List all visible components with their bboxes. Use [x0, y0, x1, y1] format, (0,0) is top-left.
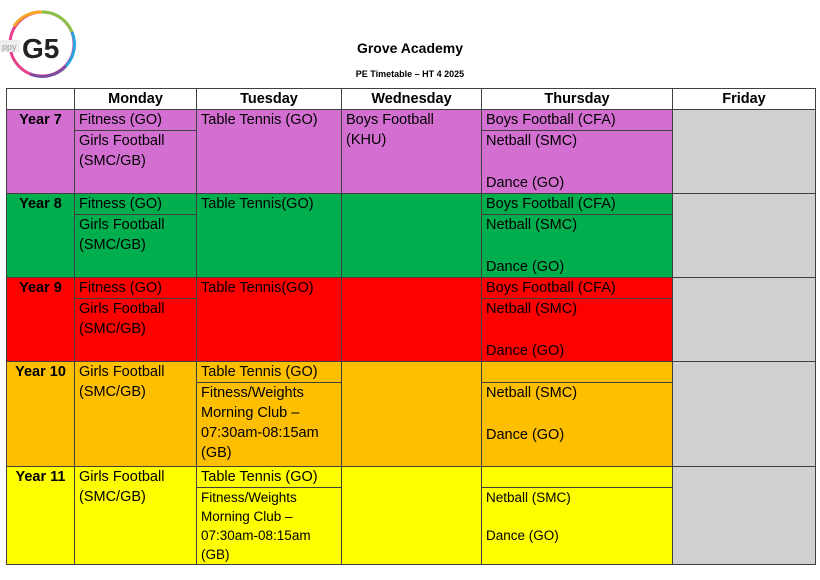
friday-cell [673, 362, 816, 467]
thursday-cell [482, 194, 673, 278]
activity: Netball (SMC) [486, 217, 578, 233]
day-header: Wednesday [342, 89, 482, 110]
monday-cell [75, 278, 197, 362]
activity: Fitness (GO) [75, 194, 196, 215]
activity: Girls Football (SMC/GB) [79, 217, 165, 253]
activity: Fitness (GO) [75, 110, 196, 131]
year-label: Year 11 [7, 467, 75, 565]
activity: Dance (GO) [486, 343, 565, 359]
table-row [7, 194, 816, 278]
year-label: Year 8 [7, 194, 75, 278]
corner-cell [7, 89, 75, 110]
table-row [7, 110, 816, 194]
wednesday-cell [342, 110, 482, 194]
friday-cell [673, 194, 816, 278]
activity: Boys Football (CFA) [482, 110, 672, 131]
pe-timetable [6, 88, 816, 565]
table-row [7, 278, 816, 362]
activity: Table Tennis(GO) [201, 280, 314, 296]
year-label: Year 7 [7, 110, 75, 194]
tuesday-cell [197, 362, 342, 467]
activity: Dance (GO) [486, 175, 565, 191]
day-header: Monday [75, 89, 197, 110]
friday-cell [673, 467, 816, 565]
thursday-cell [482, 110, 673, 194]
year-label: Year 9 [7, 278, 75, 362]
activity: Table Tennis (GO) [197, 362, 341, 383]
activity: Table Tennis (GO) [201, 112, 318, 128]
activity: Fitness (GO) [75, 278, 196, 299]
logo-side-text: ppy [2, 42, 17, 52]
activity: Girls Football (SMC/GB) [79, 301, 165, 337]
table-row [7, 362, 816, 467]
day-header: Friday [673, 89, 816, 110]
year-label: Year 10 [7, 362, 75, 467]
activity: Dance (GO) [486, 528, 559, 543]
activity: Table Tennis (GO) [197, 467, 341, 488]
tuesday-cell [197, 467, 342, 565]
tuesday-cell [197, 194, 342, 278]
activity: Table Tennis(GO) [201, 196, 314, 212]
activity: Fitness/Weights Morning Club – 07:30am-08:15am (GB) [201, 490, 311, 562]
activity: Boys Football (CFA) [482, 278, 672, 299]
monday-cell [75, 467, 197, 565]
header-row [7, 89, 816, 110]
logo-text: G5 [22, 33, 60, 64]
day-header: Tuesday [197, 89, 342, 110]
activity: Netball (SMC) [486, 133, 578, 149]
friday-cell [673, 278, 816, 362]
activity: Girls Football (SMC/GB) [79, 364, 165, 400]
thursday-cell [482, 467, 673, 565]
monday-cell [75, 194, 197, 278]
activity: Boys Football (CFA) [482, 194, 672, 215]
activity: Dance (GO) [486, 427, 565, 443]
thursday-cell [482, 362, 673, 467]
activity: Netball (SMC) [486, 301, 578, 317]
tuesday-cell [197, 110, 342, 194]
tuesday-cell [197, 278, 342, 362]
friday-cell [673, 110, 816, 194]
monday-cell [75, 110, 197, 194]
school-title: Grove Academy [356, 40, 464, 56]
timetable-subtitle: PE Timetable – HT 4 2025 [355, 69, 465, 79]
thursday-cell [482, 278, 673, 362]
activity: Girls Football (SMC/GB) [79, 133, 165, 169]
activity: Netball (SMC) [486, 490, 571, 505]
activity: Dance (GO) [486, 259, 565, 275]
monday-cell [75, 362, 197, 467]
activity: Fitness/Weights Morning Club – 07:30am-08:15am (GB) [201, 385, 319, 461]
wednesday-cell [342, 278, 482, 362]
wednesday-cell [342, 362, 482, 467]
activity: Boys Football (KHU) [346, 112, 434, 148]
table-row [7, 467, 816, 565]
wednesday-cell [342, 194, 482, 278]
activity: Netball (SMC) [486, 385, 578, 401]
activity [482, 467, 672, 488]
activity: Girls Football (SMC/GB) [79, 469, 165, 505]
day-header: Thursday [482, 89, 673, 110]
wednesday-cell [342, 467, 482, 565]
activity [482, 362, 672, 383]
